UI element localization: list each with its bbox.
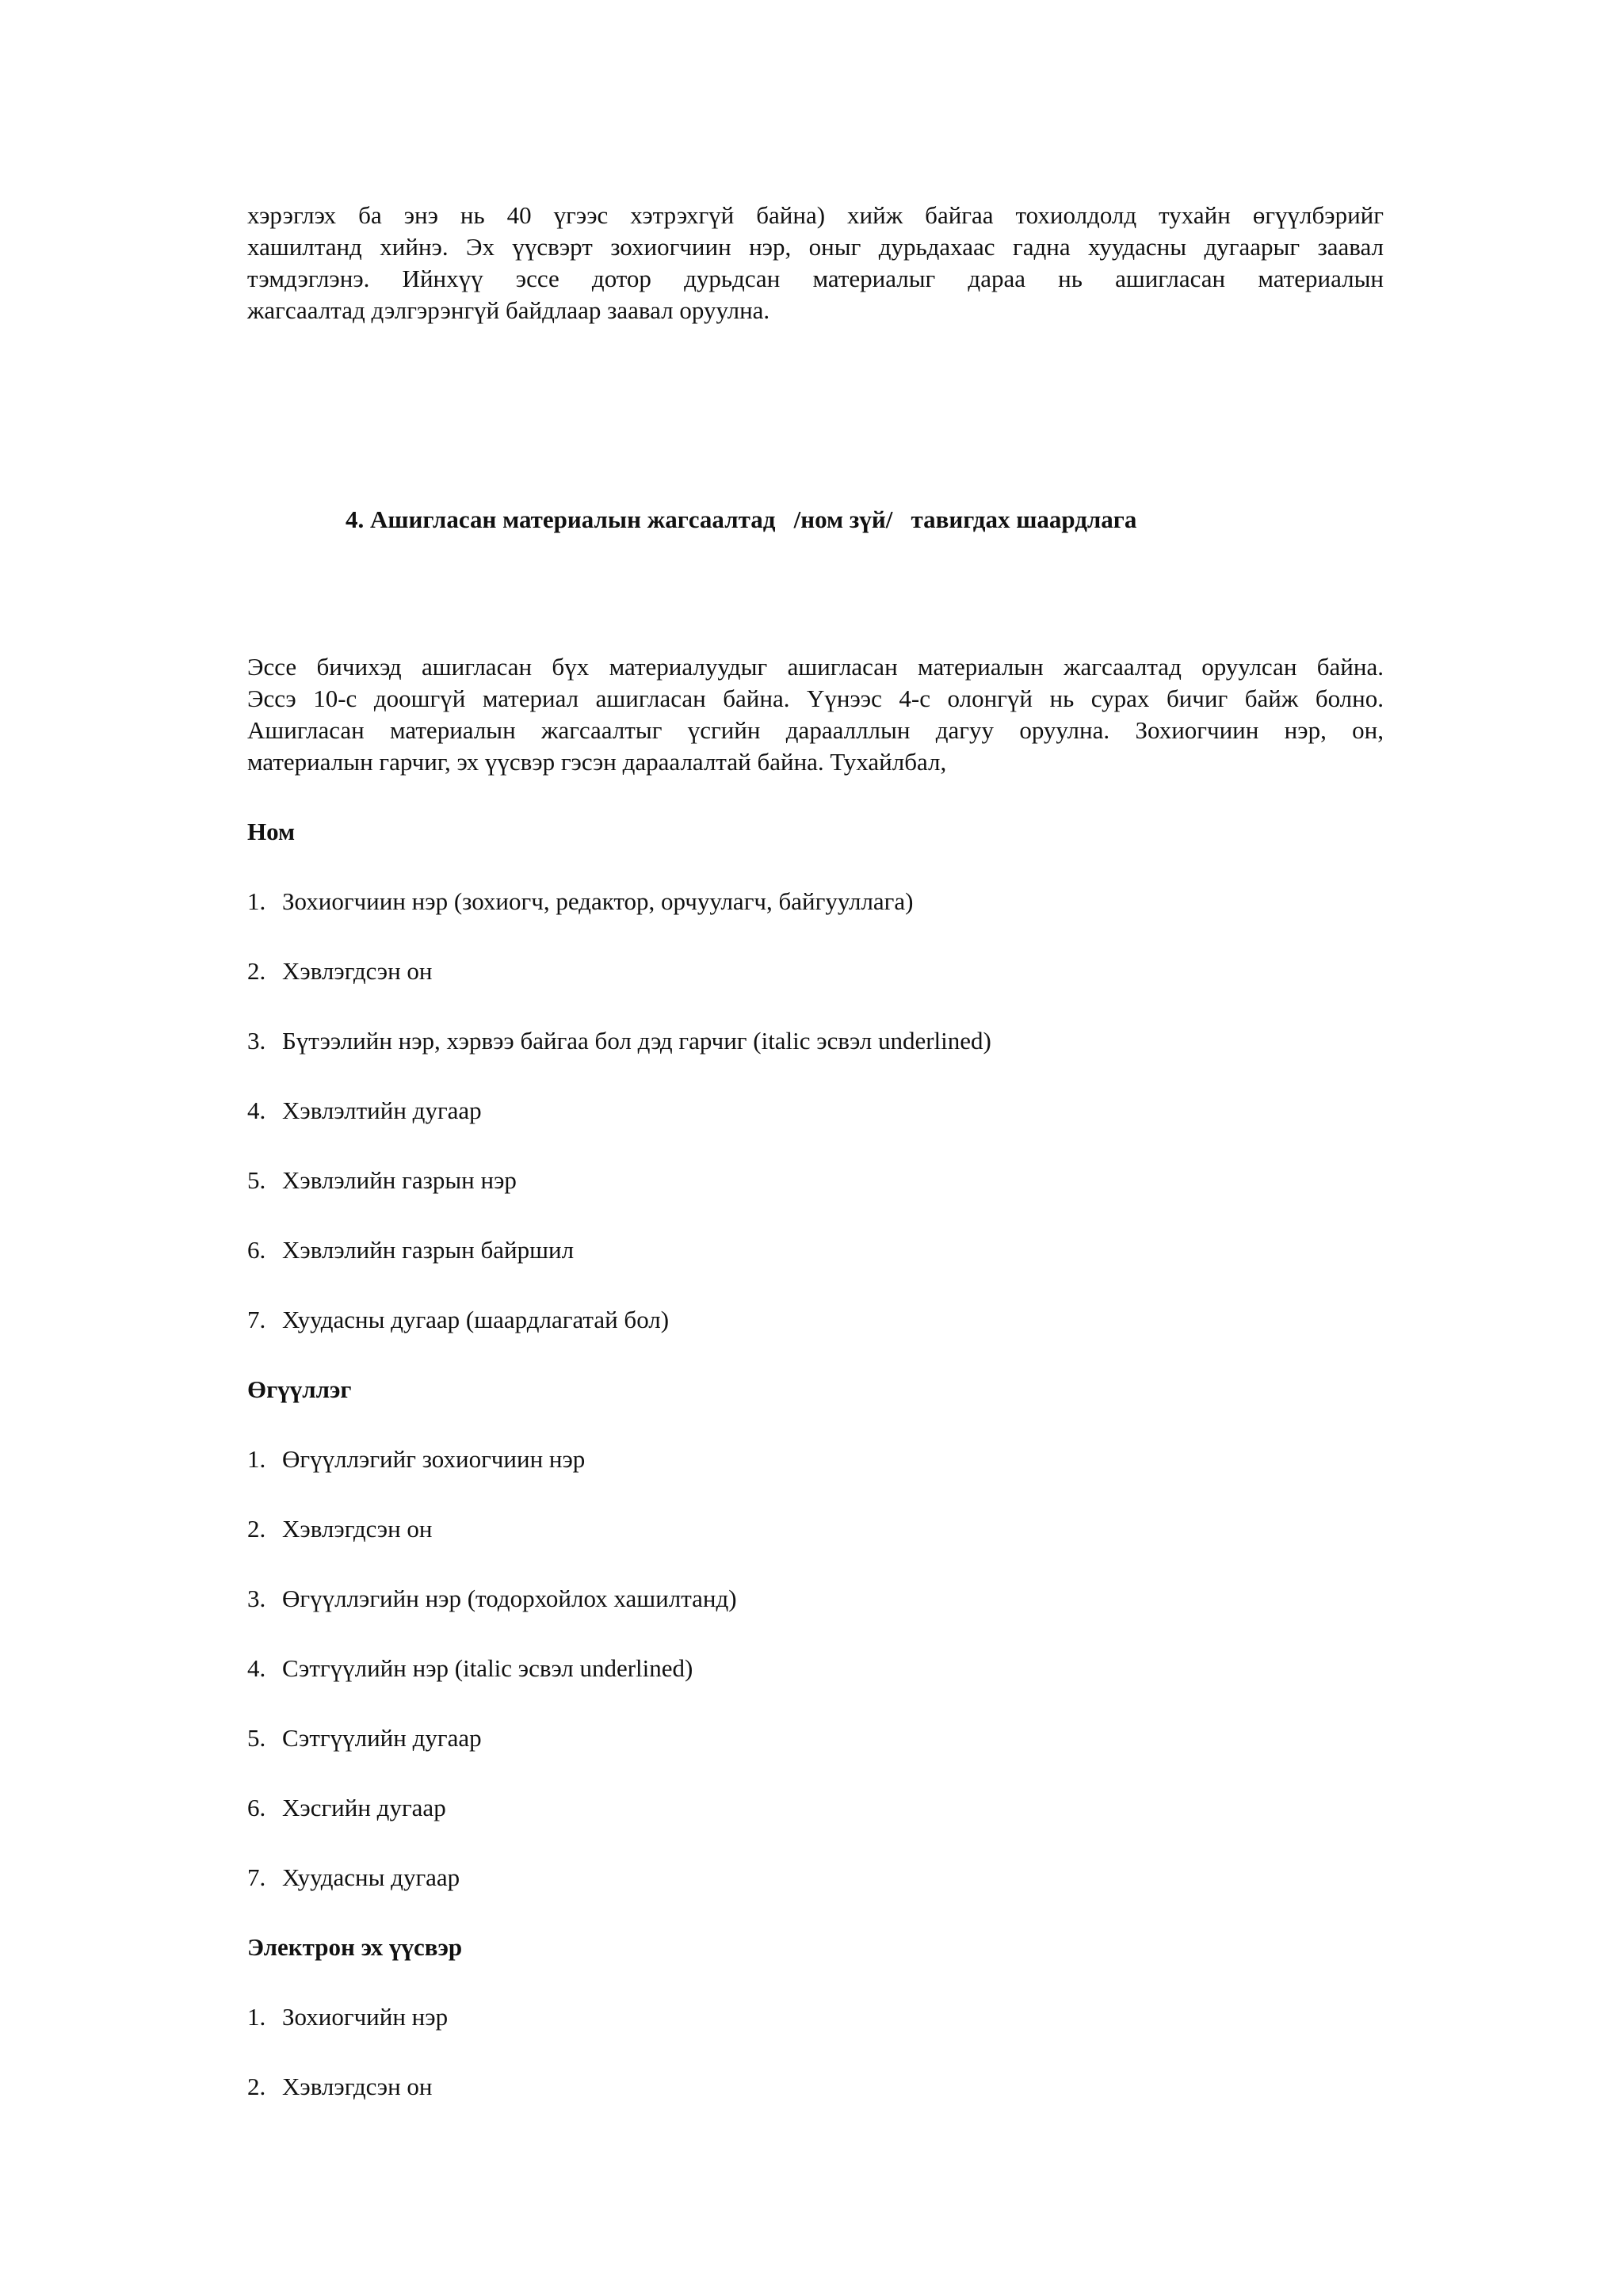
list-item-text: Өгүүллэгийн нэр (тодорхойлох хашилтанд) — [282, 1585, 737, 1612]
list-item-number: 5. — [247, 1724, 266, 1752]
list-item-text: Хэвлэгдсэн он — [282, 957, 433, 985]
book-subheading: Ном — [247, 818, 296, 845]
list-item-number: 3. — [247, 1027, 266, 1055]
list-item — [247, 886, 913, 917]
list-item — [247, 955, 433, 987]
article-subheading: Өгүүллэг — [247, 1375, 352, 1403]
list-item-text: Хэвлэгдсэн он — [282, 1515, 433, 1543]
list-item-text: Хэвлэгдсэн он — [282, 2073, 433, 2100]
list-item-text: Хэвлэлийн газрын нэр — [282, 1166, 517, 1194]
list-item — [247, 1653, 693, 1684]
list-item — [247, 2001, 448, 2033]
list-item-number: 2. — [247, 2073, 266, 2100]
list-item — [247, 1444, 585, 1475]
list-item-number: 2. — [247, 957, 266, 985]
list-item-number: 7. — [247, 1306, 266, 1333]
list-item-number: 1. — [247, 2003, 266, 2031]
list-item — [247, 2071, 433, 2103]
list-item — [247, 1165, 517, 1196]
list-item — [247, 1513, 433, 1545]
list-item-number: 4. — [247, 1097, 266, 1124]
electronic-subheading: Электрон эх үүсвэр — [247, 1933, 463, 1961]
list-item-number: 6. — [247, 1794, 266, 1821]
list-item — [247, 1792, 446, 1824]
list-item-number: 6. — [247, 1236, 266, 1264]
list-item — [247, 1025, 991, 1057]
list-item — [247, 1583, 737, 1615]
section-heading: 4. Ашигласан материалын жагсаалтад /ном зүй/ тавигдах шаардлага — [346, 505, 1137, 533]
list-item — [247, 1234, 574, 1266]
list-item-number: 5. — [247, 1166, 266, 1194]
list-item-text: Хэвлэлийн газрын байршил — [282, 1236, 575, 1264]
paragraph-line: хэрэглэх ба энэ нь 40 үгээс хэтрэхгүй байна) хийж байгаа тохиолдолд тухайн өгүүлбэрийг — [247, 201, 1384, 229]
list-item-number: 1. — [247, 887, 266, 915]
list-item-number: 4. — [247, 1654, 266, 1682]
list-item-text: Бүтээлийн нэр, хэрвээ байгаа бол дэд гарчиг (italic эсвэл underlined) — [282, 1027, 991, 1055]
body-paragraph — [247, 651, 1384, 778]
list-item-text: Сэтгүүлийн нэр (italic эсвэл underlined) — [282, 1654, 693, 1682]
list-item-number: 7. — [247, 1863, 266, 1891]
paragraph-line: тэмдэглэнэ. Ийнхүү эссе дотор дурьдсан материалыг дараа нь ашигласан материалын — [247, 265, 1384, 292]
list-item-number: 1. — [247, 1445, 266, 1473]
list-item-number: 2. — [247, 1515, 266, 1543]
list-item-text: Сэтгүүлийн дугаар — [282, 1724, 482, 1752]
list-item — [247, 1304, 669, 1336]
list-item-text: Хуудасны дугаар (шаардлагатай бол) — [282, 1306, 670, 1333]
list-item-text: Хуудасны дугаар — [282, 1863, 460, 1891]
list-item-number: 3. — [247, 1585, 266, 1612]
paragraph-line: Ашигласан материалын жагсаалтыг үсгийн дараалллын дагуу оруулна. Зохиогчиин нэр, он, — [247, 716, 1384, 744]
intro-paragraph — [247, 200, 1384, 326]
list-item-text: Хэсгийн дугаар — [282, 1794, 446, 1821]
paragraph-line: хашилтанд хийнэ. Эх үүсвэрт зохиогчиин нэр, оныг дурьдахаас гадна хуудасны дугаарыг заавал — [247, 233, 1384, 261]
list-item — [247, 1722, 482, 1754]
list-item-text: Өгүүллэгийг зохиогчиин нэр — [282, 1445, 586, 1473]
paragraph-line: жагсаалтад дэлгэрэнгүй байдлаар заавал оруулна. — [247, 296, 770, 324]
list-item-text: Зохиогчиин нэр (зохиогч, редактор, орчуулагч, байгууллага) — [282, 887, 914, 915]
paragraph-line: материалын гарчиг, эх үүсвэр гэсэн дараалалтай байна. Тухайлбал, — [247, 748, 947, 776]
list-item-text: Зохиогчийн нэр — [282, 2003, 449, 2031]
list-item — [247, 1095, 482, 1127]
paragraph-line: Эссе бичихэд ашигласан бүх материалуудыг ашигласан материалын жагсаалтад оруулсан байна. — [247, 653, 1384, 681]
paragraph-line: Эссэ 10-с доошгүй материал ашигласан байна. Үүнээс 4-с олонгүй нь сурах бичиг байж болно. — [247, 685, 1384, 712]
list-item-text: Хэвлэлтийн дугаар — [282, 1097, 482, 1124]
list-item — [247, 1862, 460, 1894]
